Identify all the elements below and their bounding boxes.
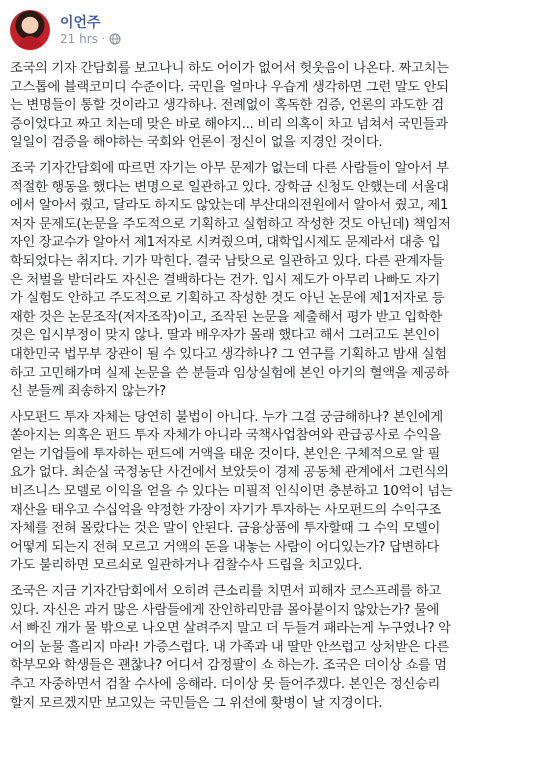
post-paragraph [10, 409, 541, 576]
post-text-line: 어의 눈물 흘리지 마라! 가증스럽다. 내 가족과 내 딸만 안쓰럽고 상처받은 다른 [10, 639, 449, 655]
post-text-line: 어떻게 되는지 전혀 모르고 거액의 돈을 내놓는 사람이 어디있는가? 답변하다 [10, 539, 439, 555]
post-text-line: 에서 알아서 줬고, 달라도 하지도 않았는데 부산대의전원에서 알아서 줬고, 제1 [10, 198, 449, 214]
post-text-line: 증이었다고 짜고 치는데 맞은 바로 해야지... 비리 의혹이 차고 넘쳐서 국민들과 [10, 116, 448, 132]
post-paragraph [10, 160, 541, 402]
post-text-line: 일일이 검증을 해야하는 국회와 언론이 정신이 없을 지경인 것이다. [10, 135, 383, 151]
author-name[interactable]: 이언주 [60, 15, 101, 31]
post-text-line: 조국의 기자 간담회를 보고나니 하도 어이가 없어서 헛웃음이 나온다. 짜고치는 [10, 61, 449, 76]
post-text-line: 조국 기자간담회에 따르면 자기는 아무 문제가 없는데 다른 사람들이 알아서 부 [10, 160, 449, 176]
post-header [6, 6, 544, 52]
post-text-line: 쏟아지는 의혹은 펀드 투자 자체가 아니라 국책사업참여와 관급공사로 수익을 [10, 428, 441, 444]
post-meta [60, 32, 121, 46]
post-text-line: 가도 불리하면 모르쇠로 일관하거나 검찰수사 드립을 치고있다. [10, 558, 363, 574]
post-text-line: 추고 자중하면서 검찰 수사에 응해라. 더이상 못 들어주겠다. 본인은 정신승리 [10, 677, 440, 692]
meta-separator: · [101, 33, 106, 45]
post-text-line: 은 처벌을 받더라도 자신은 결백하다는 건가. 입시 제도가 아무리 나빠도 자기 [10, 272, 440, 288]
post-body [10, 60, 541, 720]
post-text-line: 사모펀드 투자 자체는 당연히 불법이 아니다. 누가 그걸 궁금해하나? 본인에게 [10, 409, 443, 425]
post-text-line: 는 변명들이 통할 것이라고 생각하나. 전례없이 혹독한 검증, 언론의 과도한 검 [10, 98, 444, 114]
post-text-line: 것은 입시부정이 맞지 않나. 딸과 배우자가 몰래 했다고 해서 그러고도 본인이 [10, 328, 440, 344]
post-text-line: 저자 문제도(논문을 주도적으로 기획하고 실험하고 작성한 것도 아닌데) 책임저 [10, 216, 451, 232]
post-paragraph [10, 583, 541, 713]
post-text-line: 신 분들께 죄송하지 않는가? [10, 384, 166, 400]
post-text-line: 조국은 지금 기자간담회에서 오히려 큰소리를 치면서 피해자 코스프레를 하고 [10, 584, 441, 600]
post-text-line: 고스톱에 블랙코미디 수준이다. 국민을 얼마나 우습게 생각하면 그런 말도 안되 [10, 79, 449, 95]
post-text-line: 있다. 자신은 과거 많은 사람들에게 잔인하리만큼 몰아붙이지 않았는가? 물에 [10, 602, 439, 618]
timestamp[interactable]: 21 hrs [60, 32, 98, 46]
post-text-line: 적절한 행동을 했다는 변명으로 일관하고 있다. 장학금 신청도 안했는데 서울대 [10, 179, 449, 195]
post-text-line: 재산을 태우고 수십억을 약정한 가장이 자기가 투자하는 사모펀드의 수익구조 [10, 502, 441, 518]
post-text-line: 할지 모르겠지만 보고있는 국민들은 그 위선에 홧병이 날 지경이다. [10, 695, 383, 711]
post-paragraph [10, 60, 541, 153]
post-text-line: 학되었다는 취지다. 기가 막힌다. 결국 남탓으로 일관하고 있다. 다른 관계자들 [10, 253, 444, 269]
post-text-line: 자인 장교수가 알아서 제1저자로 시켜줬으며, 대학입시제도 문제라서 대충 입 [10, 235, 441, 251]
post-text-line: 자체를 전혀 몰랐다는 것은 말이 안된다. 금융상품에 투자할때 그 수익 모델이 [10, 521, 440, 537]
avatar[interactable] [10, 10, 50, 50]
globe-icon[interactable] [109, 33, 121, 45]
post-text-line: 요가 없다. 최순실 국정농단 사건에서 보았듯이 경제 공동체 관계에서 그런식의 [10, 465, 449, 481]
post-text-line: 가 실험도 안하고 주도적으로 기획하고 작성한 것도 아닌 논문에 제1저자로 등 [10, 291, 445, 307]
post-text-line: 얻는 기업들에 투자하는 펀드에 거액을 태운 것이다. 본인은 구체적으로 알 필 [10, 446, 440, 462]
post-text-line: 학부모와 학생들은 괜찮나? 어디서 감정팔이 쇼 하는가. 조국은 더이상 쇼를 멈 [10, 658, 447, 674]
post-text-line: 재한 것은 논문조작(저자조작)이고, 조작된 논문을 제출해서 평가 받고 입학한 [10, 309, 442, 325]
post-text-line: 대한민국 법무부 장관이 될 수 있다고 생각하나? 그 연구를 기획하고 밤새 실험 [10, 346, 447, 362]
post-text-line: 하고 고민해가며 실제 논문을 쓴 분들과 임상실험에 본인 아기의 혈액을 제공하 [10, 365, 449, 381]
post-text-line: 비즈니스 모델로 이익을 얻을 수 있다는 미필적 인식이면 충분하고 10억이 넘는 [10, 484, 453, 500]
post-text-line: 서 빠진 개가 물 밖으로 나오면 살려주지 말고 더 두들겨 패라는게 누구였나? 악 [10, 621, 451, 637]
